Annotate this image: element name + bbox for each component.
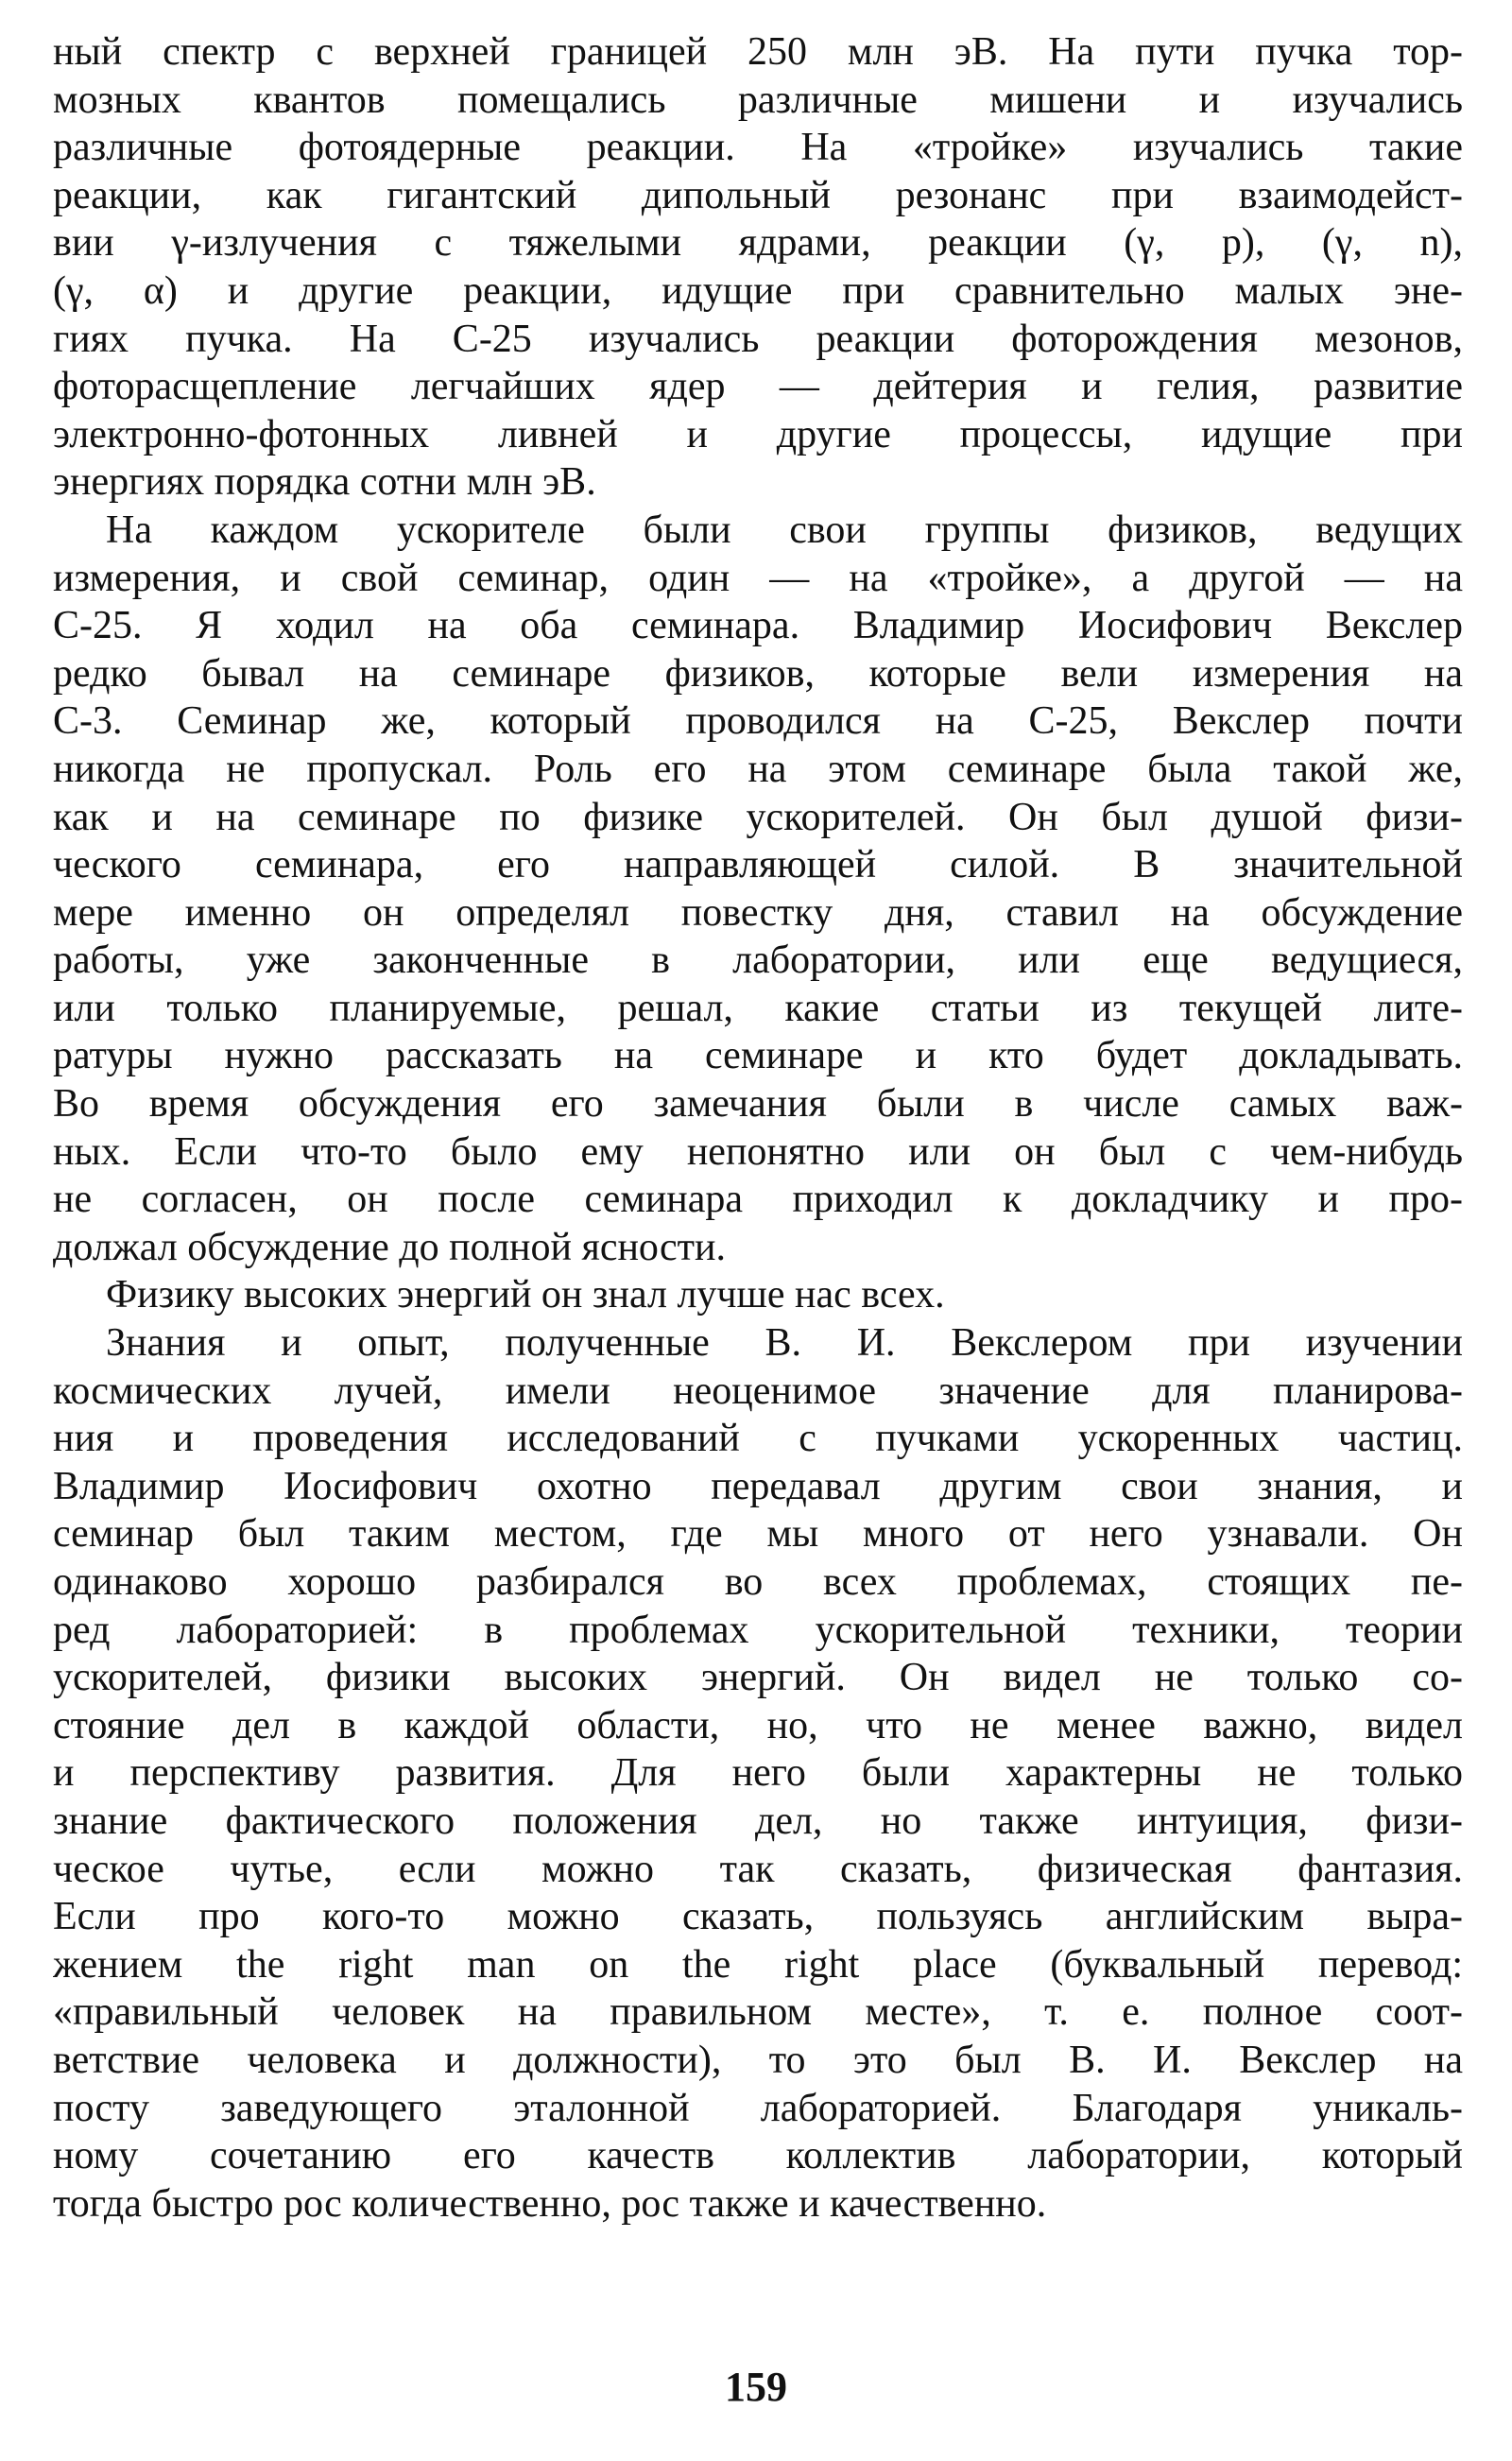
text-line: различные фотоядерные реакции. На «тройке» изучались такие [53,126,1463,170]
text-line: Во время обсуждения его замечания были в числе самых важ- [53,1082,1463,1127]
text-line: На каждом ускорителе были свои группы физиков, ведущих [106,508,1463,552]
text-line: должал обсуждение до полной ясности. [53,1225,726,1269]
text-line: никогда не пропускал. Роль его на этом семинаре была такой же, [53,747,1463,791]
text-line: ред лабораторией: в проблемах ускорительной техники, теории [53,1608,1463,1652]
text-line: космических лучей, имели неоценимое значение для планирова- [53,1368,1463,1413]
paragraph [53,1319,1463,2228]
text-line: редко бывал на семинаре физиков, которые вели измерения на [53,651,1463,696]
text-line: Физику высоких энергий он знал лучше нас всех. [106,1273,945,1317]
text-line: реакции, как гигантский дипольный резонанс при взаимодейст- [53,173,1463,217]
text-line: жением the right man on the right place (буквальный перевод: [53,1942,1463,1987]
paragraph [53,507,1463,1272]
paragraph [53,28,1463,507]
text-line: фоторасщепление легчайших ядер — дейтерия и гелия, развитие [53,365,1463,409]
page-body [53,28,1463,2228]
text-line: стояние дел в каждой области, но, что не менее важно, видел [53,1703,1463,1747]
text-line: мозных квантов помещались различные мишени и изучались [53,77,1463,122]
text-line: работы, уже законченные в лаборатории, или еще ведущиеся, [53,938,1463,983]
text-line: измерения, и свой семинар, один — на «тройке», а другой — на [53,556,1463,600]
text-line: семинар был таким местом, где мы много от него узнавали. Он [53,1512,1463,1557]
text-line: тогда быстро рос количественно, рос также и качественно. [53,2181,1047,2226]
text-line: энергиях порядка сотни млн эВ. [53,460,596,505]
text-line: Если про кого-то можно сказать, пользуясь английским выра- [53,1895,1463,1939]
text-line: «правильный человек на правильном месте», т. е. полное соот- [53,1990,1463,2035]
text-line: и перспективу развития. Для него были характерны не только [53,1751,1463,1796]
text-line: как и на семинаре по физике ускорителей. Он был душой физи- [53,795,1463,839]
text-line: одинаково хорошо разбирался во всех проблемах, стоящих пе- [53,1560,1463,1604]
text-line: ных. Если что-то было ему непонятно или он был с чем-нибудь [53,1129,1463,1174]
text-line: или только планируемые, решал, какие статьи из текущей лите- [53,986,1463,1030]
page-number: 159 [725,2364,787,2410]
text-line: ный спектр с верхней границей 250 млн эВ. На пути пучка тор- [53,30,1463,74]
text-line: знание фактического положения дел, но также интуиция, физи- [53,1798,1463,1843]
text-line: (γ, α) и другие реакции, идущие при сравнительно малых эне- [53,268,1463,313]
text-line: ческого семинара, его направляющей силой. В значительной [53,843,1463,887]
text-line: гиях пучка. На С-25 изучались реакции фоторождения мезонов, [53,317,1463,361]
text-line: вии γ-излучения с тяжелыми ядрами, реакции (γ, p), (γ, n), [53,221,1463,266]
text-line: мере именно он определял повестку дня, ставил на обсуждение [53,890,1463,935]
text-line: посту заведующего эталонной лабораторией. Благодаря уникаль- [53,2086,1463,2130]
text-line: ческое чутье, если можно так сказать, физическая фантазия. [53,1847,1463,1891]
text-line: С-25. Я ходил на оба семинара. Владимир Иосифович Векслер [53,604,1463,648]
text-line: ния и проведения исследований с пучками ускоренных частиц. [53,1417,1463,1461]
text-line: Владимир Иосифович охотно передавал другим свои знания, и [53,1464,1463,1508]
text-line: не согласен, он после семинара приходил к докладчику и про- [53,1178,1463,1222]
text-line: электронно-фотонных ливней и другие процессы, идущие при [53,412,1463,456]
paragraph [53,1271,1463,1319]
text-line: ному сочетанию его качеств коллектив лаборатории, который [53,2134,1463,2178]
text-line: Знания и опыт, полученные В. И. Векслером при изучении [106,1321,1463,1366]
text-line: ратуры нужно рассказать на семинаре и кто будет докладывать. [53,1034,1463,1078]
text-line: ускорителей, физики высоких энергий. Он видел не только со- [53,1656,1463,1700]
text-line: С-3. Семинар же, который проводился на С-25, Векслер почти [53,699,1463,744]
text-line: ветствие человека и должности), то это был В. И. Векслер на [53,2038,1463,2082]
